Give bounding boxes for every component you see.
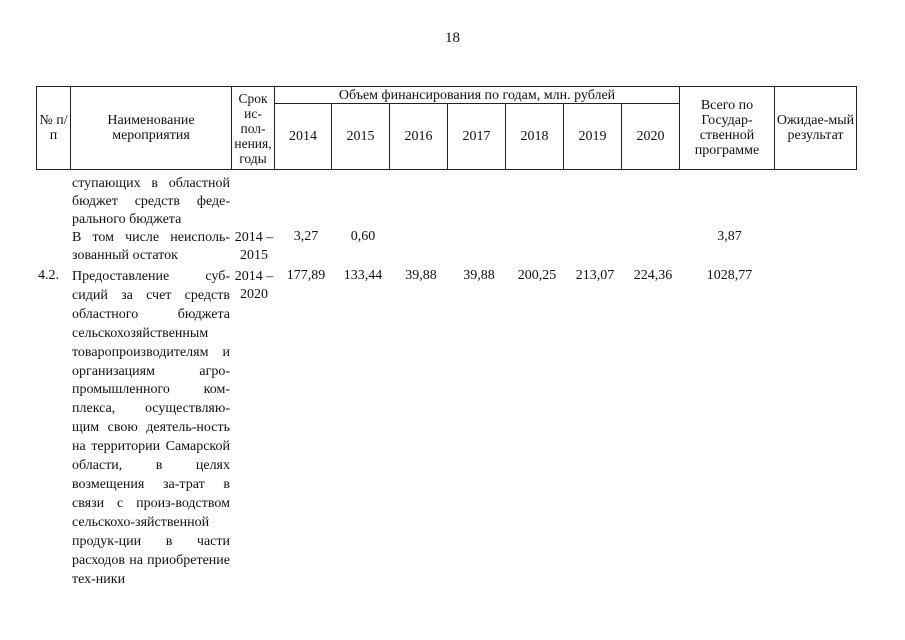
row-4-2-2015: 133,44 — [343, 268, 383, 283]
row-4-2-2016: 39,88 — [405, 268, 437, 283]
table-header — [36, 86, 857, 170]
row-4-2-2019: 213,07 — [575, 268, 615, 283]
header-year: 2019 — [564, 104, 622, 170]
row-4-2-2020: 224,36 — [633, 268, 673, 283]
header-year: 2016 — [390, 104, 448, 170]
row-4-2-total: 1028,77 — [706, 268, 753, 283]
header-year: 2017 — [448, 104, 506, 170]
row-4-2-2018: 200,25 — [517, 268, 557, 283]
row-4-2-2017: 39,88 — [463, 268, 495, 283]
header-year: 2018 — [506, 104, 564, 170]
header-funding: Объем финансирования по годам, млн. рублей — [275, 87, 680, 104]
header-year: 2014 — [275, 104, 332, 170]
row-unused-balance-total: 3,87 — [717, 229, 742, 244]
row-unused-balance-2014: 3,27 — [293, 229, 319, 244]
row-unused-balance-name: В том числе неисполь-зованный остаток — [72, 230, 230, 263]
header-total: Всего по Государ-ственной программе — [680, 87, 775, 170]
page-number: 18 — [445, 30, 460, 46]
header-name: Наименование мероприятия — [71, 87, 232, 170]
header-term: Срок ис-пол-нения, годы — [232, 87, 275, 170]
row-unused-balance-term: 2014 – 2015 — [234, 230, 274, 263]
header-result: Ожидае-мый результат — [775, 87, 857, 170]
header-year: 2015 — [332, 104, 390, 170]
row-4-2-term: 2014 – 2020 — [234, 269, 274, 302]
row-unused-balance-2015: 0,60 — [350, 229, 376, 244]
row-4-2-name: Предоставление суб-сидий за счет средств областного бюджета сельскохозяйственным товаропроизводителям и организациям агро-промышленного ком-плекса, осуществляю-щим свою деятель-ность на территории Самарской области, в целях возмещения за-трат в связи с произ-водством сельскохо-зяйственной продук-ции в части расходов на приобретение тех-ники — [72, 269, 230, 587]
row-4-2-num: 4.2. — [38, 268, 59, 283]
row-4-2-2014: 177,89 — [286, 268, 326, 283]
row-continuation-name: ступающих в областной бюджет средств феде-рального бюджета — [72, 176, 230, 227]
header-year: 2020 — [622, 104, 680, 170]
header-num: № п/п — [37, 87, 71, 170]
